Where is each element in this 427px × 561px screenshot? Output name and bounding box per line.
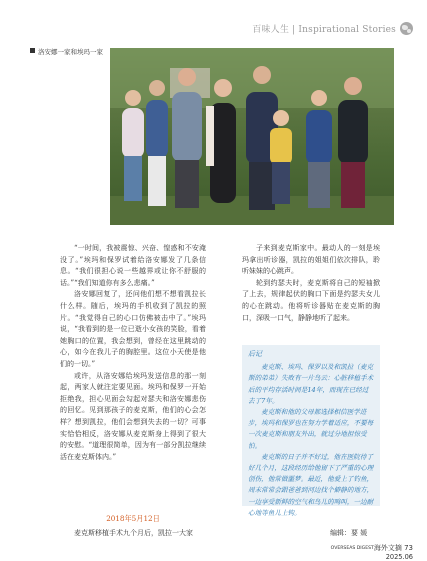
paragraph: 或许，从洛安娜给埃玛发送信息的那一刻起，两家人就注定要见面。埃玛和保罗一开始拒绝我，担心见面会勾起对瑟夫和洛安娜悲伤的回忆。见到那孩子的麦克斯，他们的心会怎样？想到凯拉，他们会想到失去的一切？可事实恰恰相反，洛安娜从麦克斯身上得到了很大的安慰。“道理很简单，因为有一部分凯拉继续活在麦克斯体内。” xyxy=(60,371,206,461)
editor-credit: 编辑：要 媛 xyxy=(330,529,368,537)
paragraph: 子来到麦克斯家中。最动人的一刻是埃玛拿出听诊器，凯拉的姐姐们依次排队，聆听妹妹的心跳声。 xyxy=(242,244,380,276)
brand-mark: OVERSEAS DIGEST xyxy=(330,546,374,551)
caption-bullet-icon xyxy=(30,48,35,53)
paragraph: “一时间，我被震惊、兴奋、惶惑和不安淹没了。”埃玛和保罗试着给洛安娜发了几条信息。“我们很担心说一些越界或让你不舒服的话。”“我们知道你有多么悲痛。” xyxy=(60,244,206,287)
afterword-paragraph: 麦克斯和他的父母都选择相信医学进步，埃玛和保罗也在努力学着适应，不要每一次麦克斯和朋友外出，就过分地担惊受怕。 xyxy=(248,408,374,450)
paragraph-text: 麦克斯移植手术九个月后，凯拉一大家 xyxy=(74,529,193,537)
afterword-title: 后记 xyxy=(248,350,262,358)
globe-icon xyxy=(400,22,413,35)
left-column xyxy=(60,243,206,463)
paragraph: 洛安娜回复了，还问他们想不想看凯拉长什么样。随后，埃玛的手机收到了凯拉的照片。“我觉得自己的心口仿佛被击中了。”埃玛说，“我看到的是一位已逝小女孩的笑脸，看着她胸口的位置，我会想到，曾经在这里跳动的心，如今在我儿子的胸腔里。这位小天使是他们的一切。” xyxy=(60,290,206,368)
photo-caption xyxy=(30,47,105,57)
section-date: 2018年5月12日 xyxy=(106,514,160,523)
issue-date: 2025.06 xyxy=(385,553,413,561)
caption-text: 洛安娜一家和埃玛一家 xyxy=(38,48,103,56)
page-footer xyxy=(331,544,413,561)
paragraph: 轮到约瑟夫时，麦克斯将自己的短袖掀了上去，规律起伏的胸口下面是约瑟夫女儿的心在跳动。他将听诊器贴在麦克斯的胸口，深吸一口气，静静地听了起来。 xyxy=(242,278,380,322)
right-column xyxy=(242,243,380,324)
afterword-box xyxy=(242,345,380,517)
section-title: 百味人生 | Inspirational Stories xyxy=(252,25,396,35)
paragraph xyxy=(60,528,206,540)
family-photo xyxy=(110,48,394,225)
magazine-name: 海外文摘 xyxy=(373,544,402,552)
page-number: 73 xyxy=(404,544,413,552)
page-header xyxy=(252,22,413,35)
family-photo-drawing xyxy=(110,48,394,225)
afterword-paragraph: 麦克斯、埃玛、保罗以及和凯拉（麦克斯的弟弟）失败有一片鸟云：心脏移植手术后的平均存活时间是14年，而现在已经过去了7年。 xyxy=(248,363,374,405)
afterword-paragraph: 麦克斯的日子并不好过，他在医院待了好几个月，这段经历给他留下了严重的心理创伤，他常做噩梦。最近，他爱上了钓鱼，周末常常会跟爸爸到河边找个僻静的地方，一边享受新鲜的空气和鸟儿的鸣叫，一边耐心地等鱼儿上钩。 xyxy=(248,452,374,517)
